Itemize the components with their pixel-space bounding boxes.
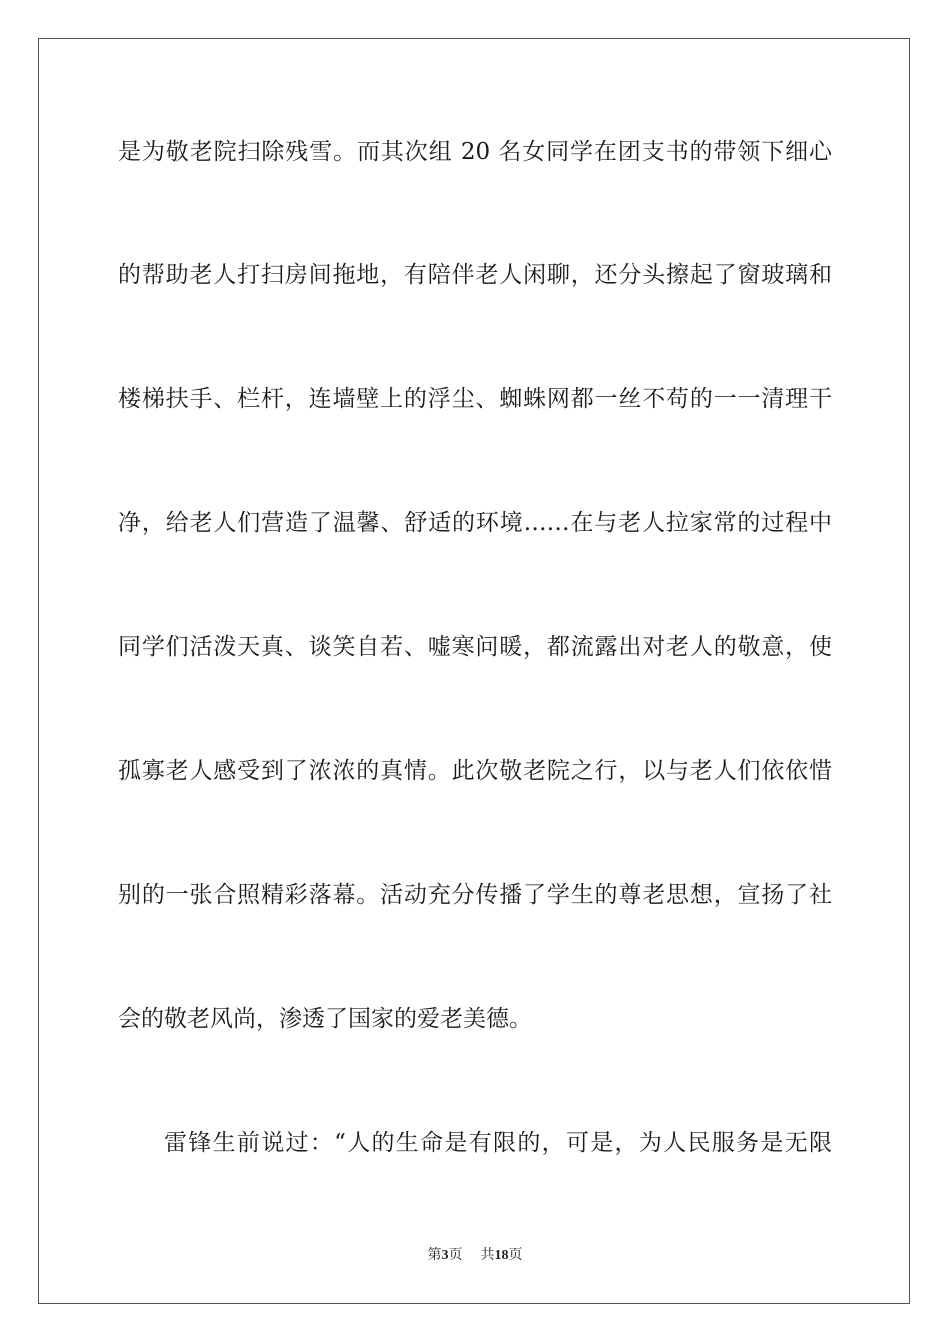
body-text-line: 孤寡老人感受到了浓浓的真情。此次敬老院之行，以与老人们依依惜	[118, 758, 832, 784]
body-text-line: 别的一张合照精彩落幕。活动充分传播了学生的尊老思想，宣扬了社	[118, 882, 832, 908]
body-text-line: 同学们活泼天真、谈笑自若、嘘寒问暖，都流露出对老人的敬意，使	[118, 634, 832, 660]
body-text-line: 净，给老人们营造了温馨、舒适的环境……在与老人拉家常的过程中	[118, 510, 832, 536]
page-suffix: 页	[448, 1248, 463, 1263]
page-number: 3	[441, 1248, 449, 1263]
paragraph-first-line: 雷锋生前说过：“人的生命是有限的，可是，为人民服务是无限	[164, 1130, 832, 1156]
body-text-line: 是为敬老院扫除残雪。而其次组 20 名女同学在团支书的带领下细心	[118, 139, 832, 165]
total-pages: 18	[494, 1248, 509, 1263]
page-prefix: 第	[427, 1248, 442, 1263]
page-footer	[0, 1246, 950, 1266]
total-prefix: 共	[480, 1248, 495, 1263]
page-border	[38, 38, 910, 1304]
body-text-line: 会的敬老风尚，渗透了国家的爱老美德。	[118, 1006, 532, 1032]
total-suffix: 页	[508, 1248, 523, 1263]
body-text-line: 楼梯扶手、栏杆，连墙壁上的浮尘、蜘蛛网都一丝不苟的一一清理干	[118, 386, 832, 412]
body-text-line: 的帮助老人打扫房间拖地，有陪伴老人闲聊，还分头擦起了窗玻璃和	[118, 262, 832, 288]
